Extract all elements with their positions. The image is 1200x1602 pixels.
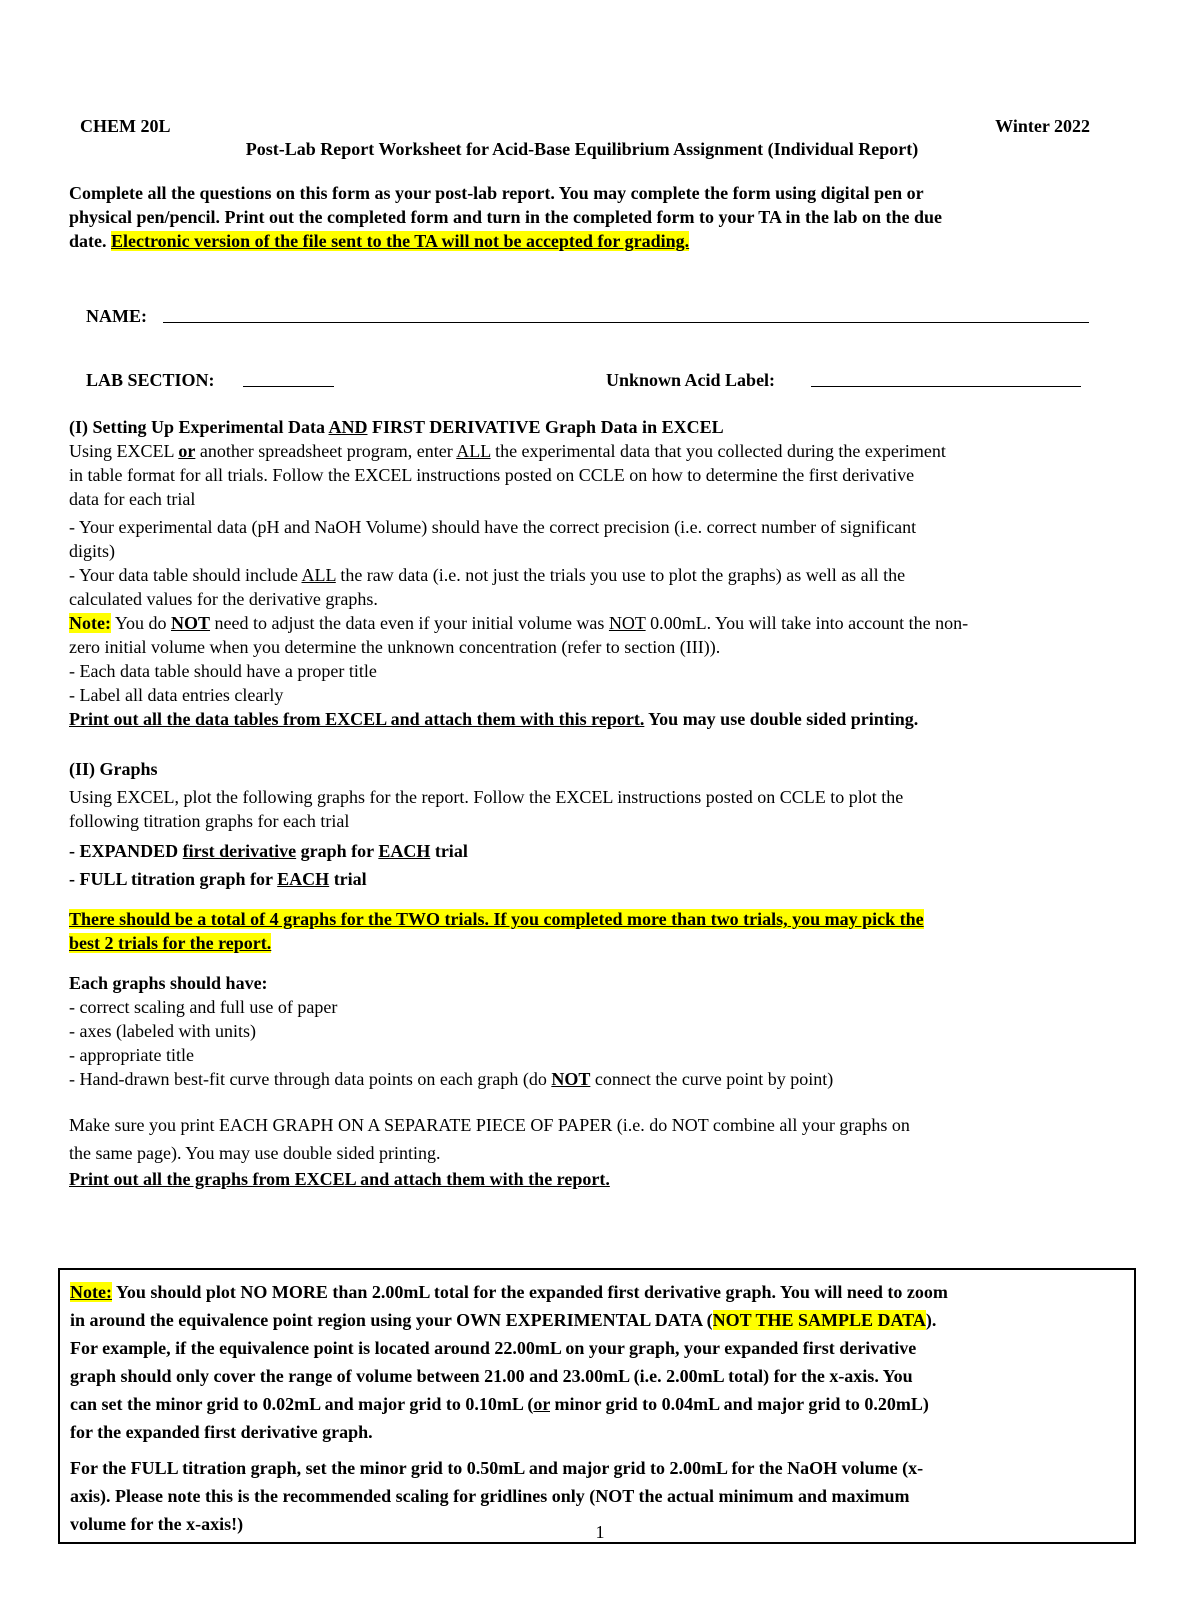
name-label: NAME: (86, 306, 147, 326)
section-2-heading: (II) Graphs (69, 759, 158, 779)
note-label: Note: (70, 1282, 112, 1302)
note-label: Note: (69, 613, 111, 633)
section-2: (II) Graphs Using EXCEL, plot the following graphs for the report. Follow the EXCEL instructions posted on CCLE to plot the following titration graphs for each trial - EXPANDED first derivative graph for EACH trial - FULL titration graph for EACH trial There should be a total of 4 graphs for the TWO trials. If you completed more than two trials, you may pick the best 2 trials for the report. Each graphs should have: - correct scaling and full use of paper - axes (labeled with units) - appropriate title - Hand-drawn best-fit curve through data points on each graph (do NOT connect the curve point by point) Make sure you print EACH GRAPH ON A SEPARATE PIECE OF PAPER (i.e. do NOT combine all your graphs on the same page). You may use double sided printing. Print out all the graphs from EXCEL and attach them with the report. (69, 757, 1139, 1191)
scaling-note-box: Note: You should plot NO MORE than 2.00mL total for the expanded first derivative graph. You will need to zoom in around the equivalence point region using your OWN EXPERIMENTAL DATA (NOT THE SAMPLE DATA). For example, if the equivalence point is located around 22.00mL on your graph, your expanded first derivative graph should only cover the range of volume between 21.00 and 23.00mL (i.e. 2.00mL total) for the x-axis. You can set the minor grid to 0.02mL and major grid to 0.10mL (or minor grid to 0.04mL and major grid to 0.20mL) for the expanded first derivative graph. For the FULL titration graph, set the minor grid to 0.50mL and major grid to 2.00mL for the NaOH volume (x- axis). Please note this is the recommended scaling for gridlines only (NOT the actual minimum and maximum volume for the x-axis!) (58, 1268, 1136, 1544)
lab-section-label: LAB SECTION: (86, 370, 215, 390)
total-graphs-note: There should be a total of 4 graphs for the TWO trials. If you completed more than two trials, you may pick the (69, 909, 924, 929)
term: Winter 2022 (995, 116, 1090, 136)
intro-line: physical pen/pencil. Print out the completed form and turn in the completed form to your TA in the lab on the due (69, 207, 943, 227)
unknown-acid-label: Unknown Acid Label: (606, 370, 776, 390)
print-graphs-instruction: Print out all the graphs from EXCEL and attach them with the report. (69, 1169, 610, 1189)
intro-line: date. (69, 231, 107, 251)
print-tables-instruction: Print out all the data tables from EXCEL and attach them with this report. (69, 709, 645, 729)
lab-section-blank[interactable] (243, 386, 334, 387)
intro-paragraph (69, 181, 1139, 253)
section-1-heading: (I) Setting Up Experimental Data AND FIRST DERIVATIVE Graph Data in EXCEL (69, 417, 724, 437)
intro-line: Complete all the questions on this form as your post-lab report. You may complete the form using digital pen or (69, 183, 924, 203)
name-blank[interactable] (163, 322, 1089, 323)
section-1: (I) Setting Up Experimental Data AND FIRST DERIVATIVE Graph Data in EXCEL Using EXCEL or another spreadsheet program, enter ALL the experimental data that you collected during the experiment in table format for all trials. Follow the EXCEL instructions posted on CCLE on how to determine the first derivative data for each trial - Your experimental data (pH and NaOH Volume) should have the correct precision (i.e. correct number of significant digits) - Your data table should include ALL the raw data (i.e. not just the trials you use to plot the graphs) as well as all the calculated values for the derivative graphs. Note: You do NOT need to adjust the data even if your initial volume was NOT 0.00mL. You will take into account the non- zero initial volume when you determine the unknown concentration (refer to section (III)). - Each data table should have a proper title - Label all data entries clearly Print out all the data tables from EXCEL and attach them with this report. You may use double sided printing. (69, 415, 1139, 731)
unknown-acid-blank[interactable] (811, 386, 1081, 387)
page-title: Post-Lab Report Worksheet for Acid-Base Equilibrium Assignment (Individual Report) (245, 139, 919, 159)
electronic-warning: Electronic version of the file sent to the TA will not be accepted for grading. (111, 231, 690, 251)
page-number: 1 (595, 1522, 605, 1542)
course-code: CHEM 20L (80, 116, 171, 136)
graph-requirements-heading: Each graphs should have: (69, 973, 268, 993)
